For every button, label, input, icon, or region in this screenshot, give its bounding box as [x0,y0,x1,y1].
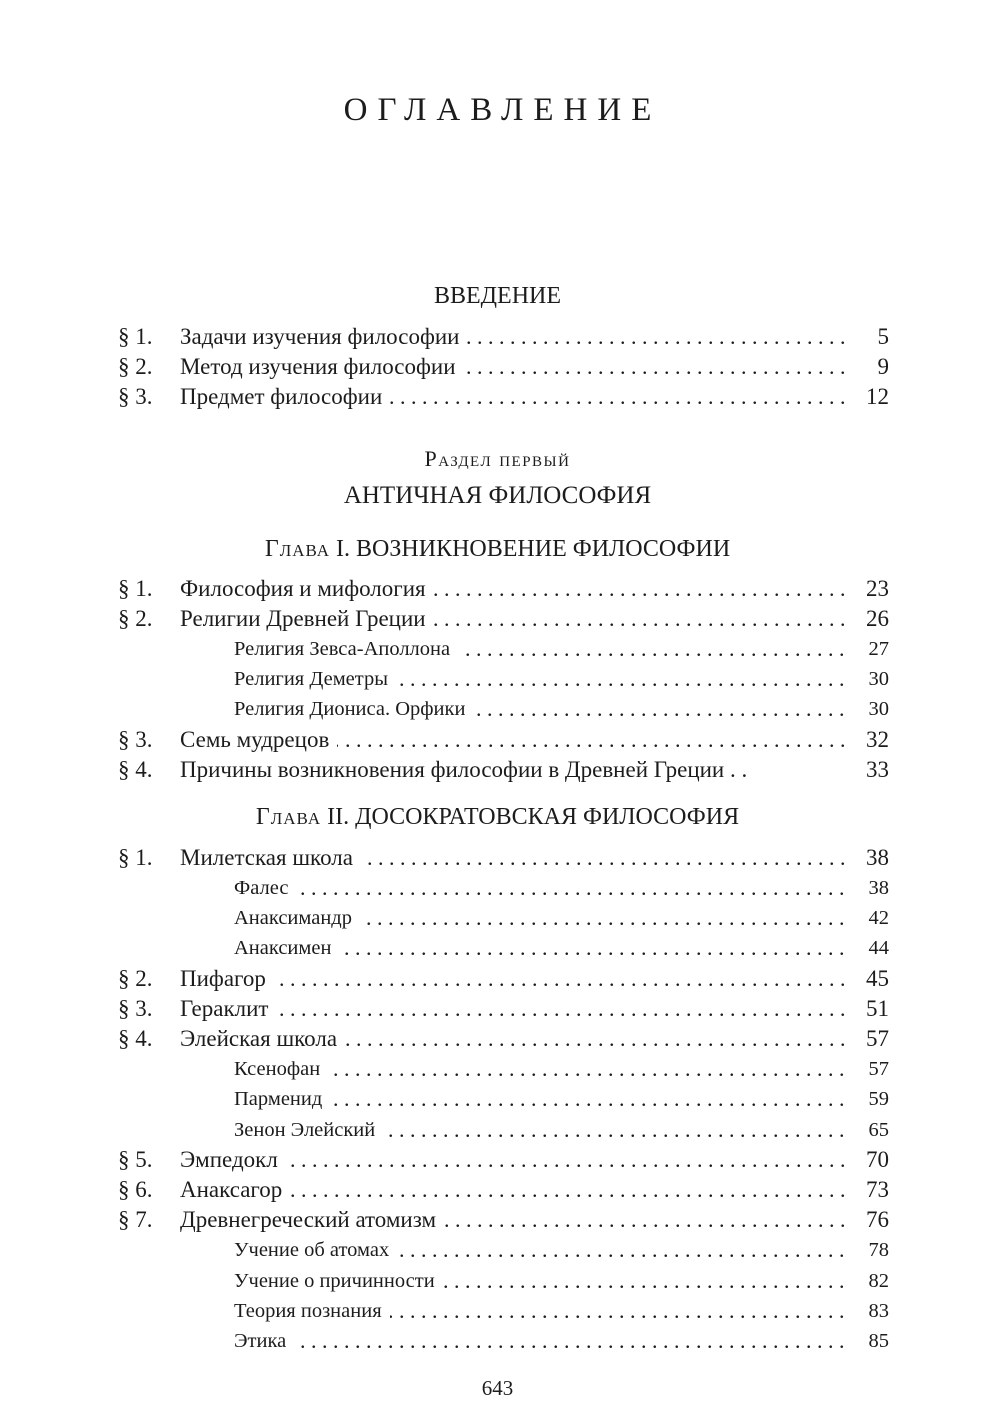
toc-subentry-title: Учение о причинности [234,1270,443,1292]
toc-entry-title: Религии Древней Греции [180,606,434,631]
toc-entry[interactable] [0,352,995,382]
toc-subentry-title: Религия Зевса-Аполлона [234,638,458,660]
toc-entry-title: Задачи изучения философии [180,324,467,349]
toc-entry-page: 5 [877,324,889,349]
toc-entry-number: § 1. [118,845,153,870]
toc-entry-page: 12 [866,384,889,409]
toc-entry-page: 82 [868,1270,889,1292]
toc-entry[interactable] [0,1175,995,1205]
toc-entry-page: 51 [866,996,889,1021]
toc-entry-number: § 3. [118,384,153,409]
toc-entry-page: 23 [866,576,889,601]
toc-entry-page: 32 [866,727,889,752]
chapter-title: I. ВОЗНИКНОВЕНИЕ ФИЛОСОФИИ [336,536,731,562]
toc-subentry-title: Анаксимен [234,937,339,959]
toc-entry[interactable] [0,604,995,634]
toc-entry-number: § 5. [118,1147,153,1172]
toc-entry[interactable] [0,382,995,412]
toc-entry[interactable] [0,322,995,352]
chapter-prefix: Глава [255,804,322,830]
toc-entry-page: 57 [866,1026,889,1051]
toc-entry-number: § 2. [118,606,153,631]
toc-entry-title: Эмпедокл [180,1147,286,1172]
toc-subentry[interactable] [0,1296,995,1326]
toc-subentry[interactable] [0,933,995,963]
toc-subentry-title: Зенон Элейский [234,1119,383,1141]
page-number: 643 [481,1376,514,1400]
toc-subentry-title: Фалес [234,877,296,899]
toc-entry[interactable] [0,964,995,994]
page-title: ОГЛАВЛЕНИЕ [343,92,662,128]
toc-entry-title: Философия и мифология [180,576,434,601]
toc-subentry-title: Этика [234,1330,294,1352]
toc-subentry-title: Учение об атомах [234,1239,397,1261]
toc-entry-page: 76 [866,1207,889,1232]
toc-subentry[interactable] [0,1084,995,1114]
toc-entry-page: 73 [866,1177,889,1202]
toc-entry-number: § 1. [118,324,153,349]
toc-entry[interactable] [0,994,995,1024]
toc-subentry[interactable] [0,1054,995,1084]
toc-entry-page: 42 [868,907,889,929]
toc-subentry[interactable] [0,634,995,664]
toc-entry-page: 70 [866,1147,889,1172]
toc-entry-page: 83 [868,1300,889,1322]
toc-entry[interactable] [0,725,995,755]
toc-entry[interactable] [0,1024,995,1054]
section-title: АНТИЧНАЯ ФИЛОСОФИЯ [343,482,652,509]
toc-entry-page: 33 [866,757,889,782]
toc-entry-page: 45 [866,966,889,991]
toc-subentry[interactable] [0,1326,995,1356]
toc-entry-page: 57 [868,1058,889,1080]
toc-entry-page: 59 [868,1088,889,1110]
toc-subentry[interactable] [0,694,995,724]
toc-entry-number: § 4. [118,1026,153,1051]
toc-entry-title: Милетская школа [180,845,361,870]
toc-entry[interactable] [0,574,995,604]
toc-entry[interactable] [0,1205,995,1235]
toc-entry-number: § 1. [118,576,153,601]
toc-entry-title: Причины возникновения философии в Древней Греции . . [180,757,755,782]
toc-entry-title: Предмет философии [180,384,390,409]
toc-subentry-title: Анаксимандр [234,907,360,929]
toc-subentry-title: Религия Диониса. Орфики [234,698,473,720]
toc-entry[interactable] [0,755,995,785]
chapter-prefix: Глава [264,536,331,562]
toc-entry-number: § 6. [118,1177,153,1202]
toc-entry-number: § 4. [118,757,153,782]
toc-subentry[interactable] [0,873,995,903]
toc-entry-page: 65 [868,1119,889,1141]
toc-entry-number: § 2. [118,354,153,379]
toc-entry-title: Элейская школа [180,1026,345,1051]
section-label: Раздел первый [424,446,571,471]
toc-subentry-title: Ксенофан [234,1058,328,1080]
toc-entry-title: Гераклит [180,996,276,1021]
toc-entry-page: 27 [868,638,889,660]
toc-entry-page: 44 [868,937,889,959]
toc-entry-page: 78 [868,1239,889,1261]
toc-subentry[interactable] [0,1235,995,1265]
toc-entry-page: 26 [866,606,889,631]
toc-entry-page: 30 [868,668,889,690]
toc-subentry[interactable] [0,664,995,694]
toc-entry-page: 9 [877,354,889,379]
toc-subentry-title: Религия Деметры [234,668,396,690]
toc-entry-title: Пифагор [180,966,274,991]
toc-entry[interactable] [0,843,995,873]
toc-entry-number: § 3. [118,996,153,1021]
intro-heading: ВВЕДЕНИЕ [433,283,562,309]
toc-subentry-title: Теория познания [234,1300,390,1322]
chapter-title: II. ДОСОКРАТОВСКАЯ ФИЛОСОФИЯ [327,804,740,830]
toc-subentry-title: Парменид [234,1088,330,1110]
toc-entry[interactable] [0,1145,995,1175]
toc-entry-title: Древнегреческий атомизм [180,1207,444,1232]
toc-entry-title: Анаксагор [180,1177,290,1202]
toc-entry-page: 38 [866,845,889,870]
toc-subentry[interactable] [0,1266,995,1296]
toc-entry-number: § 2. [118,966,153,991]
toc-entry-number: § 7. [118,1207,153,1232]
toc-entry-title: Метод изучения философии [180,354,464,379]
toc-entry-page: 85 [868,1330,889,1352]
chapter-1-heading [0,536,995,563]
toc-entry-page: 30 [868,698,889,720]
chapter-2-heading [0,804,995,831]
toc-entry-title: Семь мудрецов [180,727,337,752]
toc-entry-number: § 3. [118,727,153,752]
toc-subentry[interactable] [0,903,995,933]
toc-entry-page: 38 [868,877,889,899]
toc-subentry[interactable] [0,1115,995,1145]
